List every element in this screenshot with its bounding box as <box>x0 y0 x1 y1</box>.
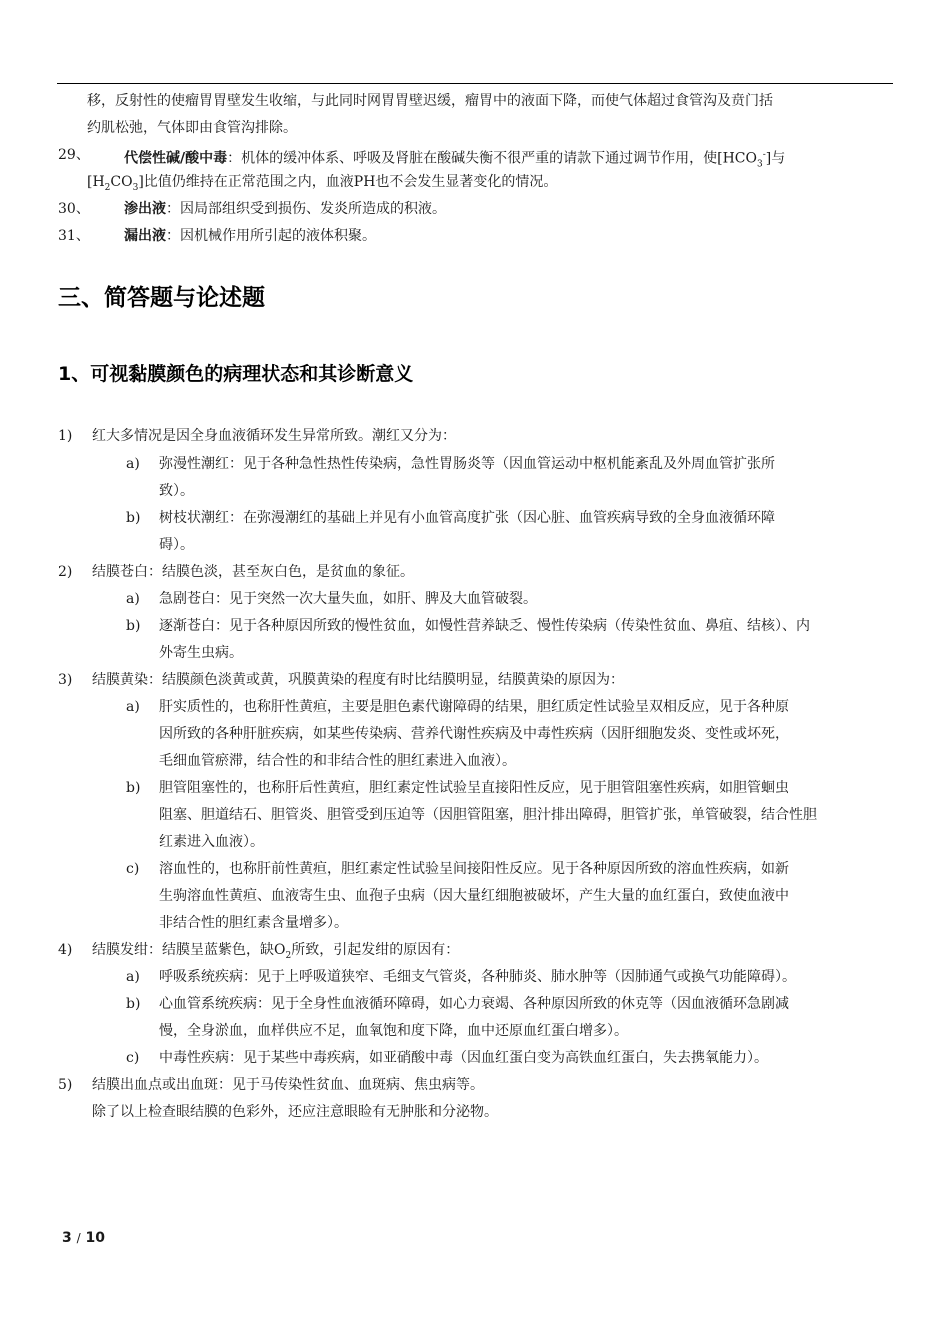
subitem-line: 溶血性的，也称肝前性黄疸，胆红素定性试验呈间接阳性反应。见于各种原因所致的溶血性疾病，如新 <box>159 861 789 877</box>
definition-30: 渗出液：因局部组织受到损伤、发炎所造成的积液。 <box>124 201 446 217</box>
section-heading: 三、简答题与论述题 <box>58 285 265 311</box>
item-5-text: 结膜出血点或出血斑：见于马传染性贫血、血斑病、焦虫病等。 <box>92 1077 484 1093</box>
subitem-letter: c) <box>126 1050 140 1066</box>
subitem-line: 中毒性疾病：见于某些中毒疾病，如亚硝酸中毒（因血红蛋白变为高铁血红蛋白，失去携氧能力）。 <box>159 1050 768 1066</box>
subitem-line: 非结合性的胆红素含量增多）。 <box>159 915 348 931</box>
subitem-line: 胆管阻塞性的，也称肝后性黄疸，胆红素定性试验呈直接阳性反应，见于胆管阻塞性疾病，如胆管蛔虫 <box>159 780 789 796</box>
subitem-letter: b) <box>126 618 141 634</box>
subitem-line: 急剧苍白：见于突然一次大量失血，如肝、脾及大血管破裂。 <box>159 591 537 607</box>
definition-31: 漏出液：因机械作用所引起的液体积聚。 <box>124 228 376 244</box>
definition-29-line-1: 代偿性碱/酸中毒：机体的缓冲体系、呼吸及肾脏在酸碱失衡不很严重的请款下通过调节作用，使$[HCO_3^-]$与 <box>124 150 786 170</box>
continuation-line-1: 移，反射性的使瘤胃胃壁发生收缩，与此同时网胃胃壁迟缓，瘤胃中的液面下降，而使气体超过食管沟及贲门括 <box>87 93 773 109</box>
definition-term: 漏出液 <box>124 228 166 244</box>
subitem-line: 碍）。 <box>159 537 194 553</box>
header-rule <box>57 83 893 84</box>
item-3-text: 结膜黄染：结膜颜色淡黄或黄，巩膜黄染的程度有时比结膜明显，结膜黄染的原因为： <box>92 672 624 688</box>
subitem-line: 红素进入血液）。 <box>159 834 264 850</box>
sub-heading: 1、可视黏膜颜色的病理状态和其诊断意义 <box>58 363 414 385</box>
subitem-line: 呼吸系统疾病：见于上呼吸道狭窄、毛细支气管炎，各种肺炎、肺水肿等（因肺通气或换气功能障碍）。 <box>159 969 796 985</box>
subitem-line: 心血管系统疾病：见于全身性血液循环障碍，如心力衰竭、各种原因所致的休克等（因血液循环急剧减 <box>159 996 789 1012</box>
subitem-letter: a) <box>126 969 140 985</box>
item-number-3: 3) <box>58 672 73 688</box>
subitem-line: 逐渐苍白：见于各种原因所致的慢性贫血，如慢性营养缺乏、慢性传染病（传染性贫血、鼻疽、结核）、内 <box>159 618 810 634</box>
definition-number-31: 31、 <box>58 228 90 244</box>
subitem-line: 致）。 <box>159 483 194 499</box>
item-1-text: 红大多情况是因全身血液循环发生异常所致。潮红又分为： <box>92 428 456 444</box>
subitem-line: 毛细血管瘀滞，结合性的和非结合性的胆红素进入血液）。 <box>159 753 516 769</box>
subitem-line: 肝实质性的，也称肝性黄疸，主要是胆色素代谢障碍的结果，胆红质定性试验呈双相反应，见于各种原 <box>159 699 789 715</box>
subitem-letter: c) <box>126 861 140 877</box>
definition-number-29: 29、 <box>58 147 90 163</box>
definition-number-30: 30、 <box>58 201 90 217</box>
subitem-line: 树枝状潮红：在弥漫潮红的基础上并见有小血管高度扩张（因心脏、血管疾病导致的全身血液循环障 <box>159 510 775 526</box>
subitem-line: 阻塞、胆道结石、胆管炎、胆管受到压迫等（因胆管阻塞，胆汁排出障碍，胆管扩张，单管破裂，结合性胆 <box>159 807 817 823</box>
item-2-text: 结膜苍白：结膜色淡，甚至灰白色，是贫血的象征。 <box>92 564 414 580</box>
item-number-1: 1) <box>58 428 73 444</box>
subitem-letter: b) <box>126 996 141 1012</box>
subitem-letter: a) <box>126 591 140 607</box>
item-number-4: 4) <box>58 942 73 958</box>
subitem-line: 弥漫性潮红：见于各种急性热性传染病，急性胃肠炎等（因血管运动中枢机能紊乱及外周血管扩张所 <box>159 456 775 472</box>
closing-note: 除了以上检查眼结膜的色彩外，还应注意眼睑有无肿胀和分泌物。 <box>92 1104 498 1120</box>
subitem-letter: a) <box>126 699 140 715</box>
subitem-letter: b) <box>126 780 141 796</box>
subitem-letter: a) <box>126 456 140 472</box>
subitem-line: 因所致的各种肝脏疾病，如某些传染病、营养代谢性疾病及中毒性疾病（因肝细胞发炎、变性或坏死， <box>159 726 789 742</box>
page-number: 3 / 10 <box>62 1230 106 1246</box>
subitem-letter: b) <box>126 510 141 526</box>
definition-term: 渗出液 <box>124 201 166 217</box>
subitem-line: 慢，全身淤血，血样供应不足，血氧饱和度下降，血中还原血红蛋白增多）。 <box>159 1023 628 1039</box>
subitem-line: 生驹溶血性黄疸、血液寄生虫、血孢子虫病（因大量红细胞被破坏，产生大量的血红蛋白，致使血液中 <box>159 888 789 904</box>
item-number-5: 5) <box>58 1077 73 1093</box>
definition-term: 代偿性碱/酸中毒 <box>124 150 228 167</box>
item-number-2: 2) <box>58 564 73 580</box>
item-4-text: 结膜发绀：结膜呈蓝紫色，缺$O_2$所致，引起发绀的原因有： <box>92 942 460 961</box>
subitem-line: 外寄生虫病。 <box>159 645 243 661</box>
continuation-line-2: 约肌松弛，气体即由食管沟排除。 <box>87 120 297 136</box>
definition-29-line-2: $[H_2CO_3]$比值仍维持在正常范围之内，血液PH也不会发生显著变化的情况。 <box>87 174 558 193</box>
